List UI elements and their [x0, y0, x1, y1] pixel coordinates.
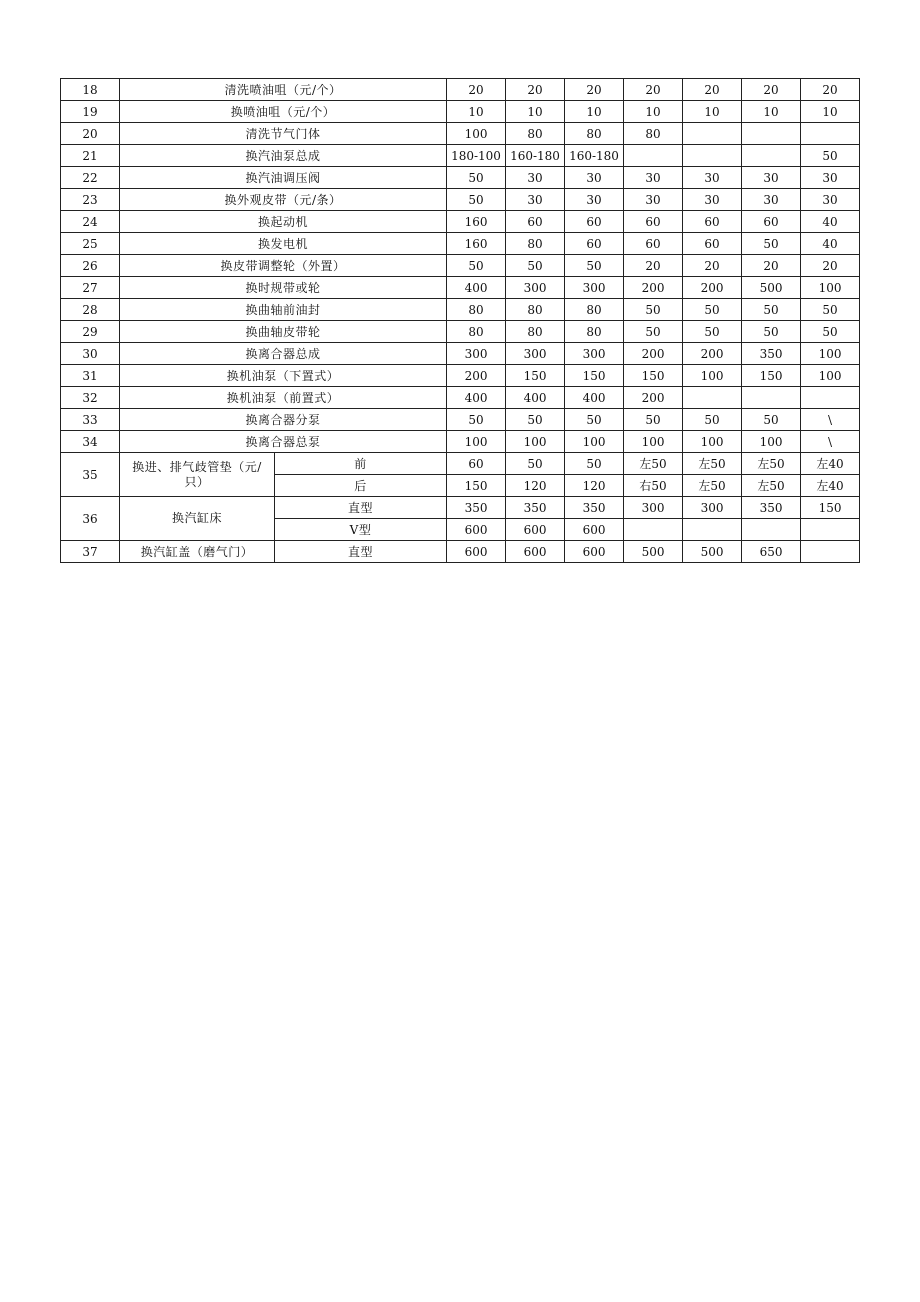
price-cell: 600	[506, 541, 565, 563]
price-cell: 350	[506, 497, 565, 519]
price-cell: 50	[801, 299, 860, 321]
price-cell: 60	[506, 211, 565, 233]
table-row	[61, 255, 860, 277]
price-cell: 100	[624, 431, 683, 453]
item-name: 换汽缸床	[120, 497, 275, 541]
table-row	[61, 453, 860, 475]
table-row	[61, 145, 860, 167]
item-name: 换汽油泵总成	[120, 145, 447, 167]
item-name: 换时规带或轮	[120, 277, 447, 299]
price-cell: 80	[506, 233, 565, 255]
sub-type-label: 前	[275, 453, 447, 475]
row-number: 28	[61, 299, 120, 321]
price-cell: 100	[447, 431, 506, 453]
price-cell: 80	[565, 299, 624, 321]
price-cell: 100	[565, 431, 624, 453]
sub-type-label: 后	[275, 475, 447, 497]
sub-type-label: 直型	[275, 497, 447, 519]
row-number: 37	[61, 541, 120, 563]
price-cell	[683, 387, 742, 409]
row-number: 23	[61, 189, 120, 211]
item-name: 换汽缸盖（磨气门）	[120, 541, 275, 563]
price-cell: 20	[624, 79, 683, 101]
price-cell: 20	[506, 79, 565, 101]
item-name: 换皮带调整轮（外置）	[120, 255, 447, 277]
price-cell	[801, 541, 860, 563]
price-cell: 100	[683, 431, 742, 453]
price-cell: 左50	[742, 453, 801, 475]
price-cell: 50	[447, 409, 506, 431]
table-row	[61, 409, 860, 431]
price-cell	[683, 519, 742, 541]
table-row	[61, 343, 860, 365]
price-cell: 100	[801, 343, 860, 365]
price-cell: 20	[624, 255, 683, 277]
price-cell: 20	[683, 79, 742, 101]
price-cell: 左50	[624, 453, 683, 475]
price-cell	[683, 145, 742, 167]
price-cell: 200	[683, 277, 742, 299]
price-cell: 50	[742, 299, 801, 321]
price-cell: 200	[624, 387, 683, 409]
price-cell: 350	[447, 497, 506, 519]
price-cell: 10	[683, 101, 742, 123]
price-cell: 50	[683, 409, 742, 431]
price-cell: 50	[742, 233, 801, 255]
price-cell: 左50	[683, 453, 742, 475]
row-number: 19	[61, 101, 120, 123]
table-body	[61, 79, 860, 563]
row-number: 20	[61, 123, 120, 145]
price-cell: 30	[624, 167, 683, 189]
price-cell: 50	[565, 453, 624, 475]
table-row	[61, 299, 860, 321]
price-cell: 300	[624, 497, 683, 519]
row-number: 36	[61, 497, 120, 541]
table-row	[61, 365, 860, 387]
price-cell: 120	[506, 475, 565, 497]
table-row	[61, 167, 860, 189]
price-cell: 30	[742, 167, 801, 189]
row-number: 33	[61, 409, 120, 431]
price-cell: 80	[447, 299, 506, 321]
price-cell: 10	[624, 101, 683, 123]
repair-price-table	[60, 78, 860, 563]
row-number: 34	[61, 431, 120, 453]
price-cell: 150	[565, 365, 624, 387]
price-cell: 10	[447, 101, 506, 123]
price-cell: 右50	[624, 475, 683, 497]
price-cell: 50	[624, 321, 683, 343]
price-cell: 50	[565, 409, 624, 431]
price-cell	[624, 519, 683, 541]
price-cell: 300	[506, 343, 565, 365]
price-cell: 10	[801, 101, 860, 123]
price-cell: 20	[683, 255, 742, 277]
price-cell: 100	[801, 277, 860, 299]
price-cell	[742, 519, 801, 541]
price-cell: 650	[742, 541, 801, 563]
price-cell: 20	[742, 255, 801, 277]
row-number: 32	[61, 387, 120, 409]
price-cell: 300	[447, 343, 506, 365]
price-cell: 50	[506, 255, 565, 277]
item-name: 换喷油咀（元/个）	[120, 101, 447, 123]
table-row	[61, 431, 860, 453]
price-cell: 50	[683, 321, 742, 343]
price-cell: 200	[624, 277, 683, 299]
price-cell: 30	[506, 167, 565, 189]
price-cell: 左40	[801, 453, 860, 475]
price-cell	[742, 387, 801, 409]
price-cell: 400	[506, 387, 565, 409]
price-cell: 120	[565, 475, 624, 497]
price-cell: 30	[683, 167, 742, 189]
table-row	[61, 101, 860, 123]
price-cell: 左50	[683, 475, 742, 497]
price-cell	[742, 145, 801, 167]
price-cell: 左40	[801, 475, 860, 497]
price-cell: 60	[683, 233, 742, 255]
sub-type-label: 直型	[275, 541, 447, 563]
price-cell: 500	[683, 541, 742, 563]
price-cell: 600	[506, 519, 565, 541]
price-cell: 160	[447, 211, 506, 233]
item-name: 换机油泵（前置式）	[120, 387, 447, 409]
price-cell: 30	[801, 167, 860, 189]
row-number: 21	[61, 145, 120, 167]
price-cell: 400	[447, 277, 506, 299]
price-cell: 60	[565, 233, 624, 255]
price-cell: 300	[565, 277, 624, 299]
price-cell: 80	[506, 123, 565, 145]
item-name: 清洗节气门体	[120, 123, 447, 145]
price-cell: 50	[506, 453, 565, 475]
price-cell: 60	[624, 211, 683, 233]
price-cell: 100	[683, 365, 742, 387]
table-row	[61, 79, 860, 101]
table-row	[61, 497, 860, 519]
table-row	[61, 189, 860, 211]
price-cell: 500	[742, 277, 801, 299]
price-sheet	[60, 78, 860, 563]
table-row	[61, 387, 860, 409]
price-cell: 60	[447, 453, 506, 475]
row-number: 22	[61, 167, 120, 189]
price-cell: 200	[624, 343, 683, 365]
item-name: 换曲轴前油封	[120, 299, 447, 321]
item-name: 换离合器总成	[120, 343, 447, 365]
price-cell: 50	[801, 321, 860, 343]
price-cell: 600	[565, 519, 624, 541]
price-cell: 50	[742, 409, 801, 431]
sub-type-label: V型	[275, 519, 447, 541]
item-name: 换离合器总泵	[120, 431, 447, 453]
price-cell: 50	[624, 409, 683, 431]
price-cell: 60	[683, 211, 742, 233]
price-cell: 150	[801, 497, 860, 519]
price-cell: 10	[742, 101, 801, 123]
price-cell: 左50	[742, 475, 801, 497]
price-cell: 30	[801, 189, 860, 211]
price-cell	[801, 519, 860, 541]
price-cell	[624, 145, 683, 167]
row-number: 24	[61, 211, 120, 233]
price-cell: 20	[801, 79, 860, 101]
price-cell: 500	[624, 541, 683, 563]
price-cell: 40	[801, 233, 860, 255]
price-cell: 80	[624, 123, 683, 145]
price-cell: 30	[565, 167, 624, 189]
price-cell: 50	[447, 255, 506, 277]
price-cell: 60	[742, 211, 801, 233]
price-cell: 350	[565, 497, 624, 519]
price-cell: 160-180	[506, 145, 565, 167]
price-cell: 10	[565, 101, 624, 123]
row-number: 27	[61, 277, 120, 299]
price-cell: 150	[742, 365, 801, 387]
price-cell: 350	[742, 497, 801, 519]
price-cell: 50	[447, 189, 506, 211]
price-cell: 300	[565, 343, 624, 365]
price-cell	[742, 123, 801, 145]
price-cell: 300	[506, 277, 565, 299]
item-name: 换曲轴皮带轮	[120, 321, 447, 343]
price-cell: 30	[683, 189, 742, 211]
item-name: 换外观皮带（元/条）	[120, 189, 447, 211]
price-cell: 50	[801, 145, 860, 167]
item-name: 换离合器分泵	[120, 409, 447, 431]
item-name: 换汽油调压阀	[120, 167, 447, 189]
row-number: 18	[61, 79, 120, 101]
price-cell: 50	[565, 255, 624, 277]
price-cell: 160	[447, 233, 506, 255]
price-cell: 200	[683, 343, 742, 365]
price-cell: 50	[624, 299, 683, 321]
price-cell: 60	[565, 211, 624, 233]
price-cell: 20	[742, 79, 801, 101]
price-cell: 600	[565, 541, 624, 563]
price-cell: 100	[506, 431, 565, 453]
price-cell: 200	[447, 365, 506, 387]
price-cell: 400	[447, 387, 506, 409]
price-cell: 20	[447, 79, 506, 101]
price-cell: 150	[506, 365, 565, 387]
price-cell	[801, 387, 860, 409]
price-cell: 300	[683, 497, 742, 519]
price-cell: 400	[565, 387, 624, 409]
row-number: 30	[61, 343, 120, 365]
price-cell: 600	[447, 519, 506, 541]
table-row	[61, 123, 860, 145]
row-number: 29	[61, 321, 120, 343]
price-cell: 80	[506, 299, 565, 321]
price-cell: 40	[801, 211, 860, 233]
item-name: 换发电机	[120, 233, 447, 255]
row-number: 25	[61, 233, 120, 255]
price-cell: 100	[742, 431, 801, 453]
price-cell: 50	[447, 167, 506, 189]
price-cell	[801, 123, 860, 145]
price-cell: 150	[447, 475, 506, 497]
item-name: 换进、排气歧管垫（元/只）	[120, 453, 275, 497]
price-cell: 20	[801, 255, 860, 277]
row-number: 26	[61, 255, 120, 277]
price-cell: 60	[624, 233, 683, 255]
price-cell: 50	[742, 321, 801, 343]
row-number: 35	[61, 453, 120, 497]
price-cell: \	[801, 431, 860, 453]
price-cell: 350	[742, 343, 801, 365]
table-row	[61, 233, 860, 255]
table-row	[61, 277, 860, 299]
price-cell: 50	[506, 409, 565, 431]
price-cell: 100	[447, 123, 506, 145]
price-cell: 20	[565, 79, 624, 101]
table-row	[61, 211, 860, 233]
price-cell: 30	[624, 189, 683, 211]
price-cell: 160-180	[565, 145, 624, 167]
price-cell: 50	[683, 299, 742, 321]
item-name: 换机油泵（下置式）	[120, 365, 447, 387]
price-cell: 600	[447, 541, 506, 563]
table-row	[61, 321, 860, 343]
row-number: 31	[61, 365, 120, 387]
table-row	[61, 541, 860, 563]
price-cell: 80	[506, 321, 565, 343]
price-cell: 30	[506, 189, 565, 211]
item-name: 换起动机	[120, 211, 447, 233]
price-cell: 180-100	[447, 145, 506, 167]
price-cell	[683, 123, 742, 145]
price-cell: 80	[447, 321, 506, 343]
price-cell: 100	[801, 365, 860, 387]
price-cell: 30	[742, 189, 801, 211]
price-cell: 80	[565, 321, 624, 343]
price-cell: \	[801, 409, 860, 431]
price-cell: 150	[624, 365, 683, 387]
price-cell: 80	[565, 123, 624, 145]
price-cell: 10	[506, 101, 565, 123]
item-name: 清洗喷油咀（元/个）	[120, 79, 447, 101]
price-cell: 30	[565, 189, 624, 211]
